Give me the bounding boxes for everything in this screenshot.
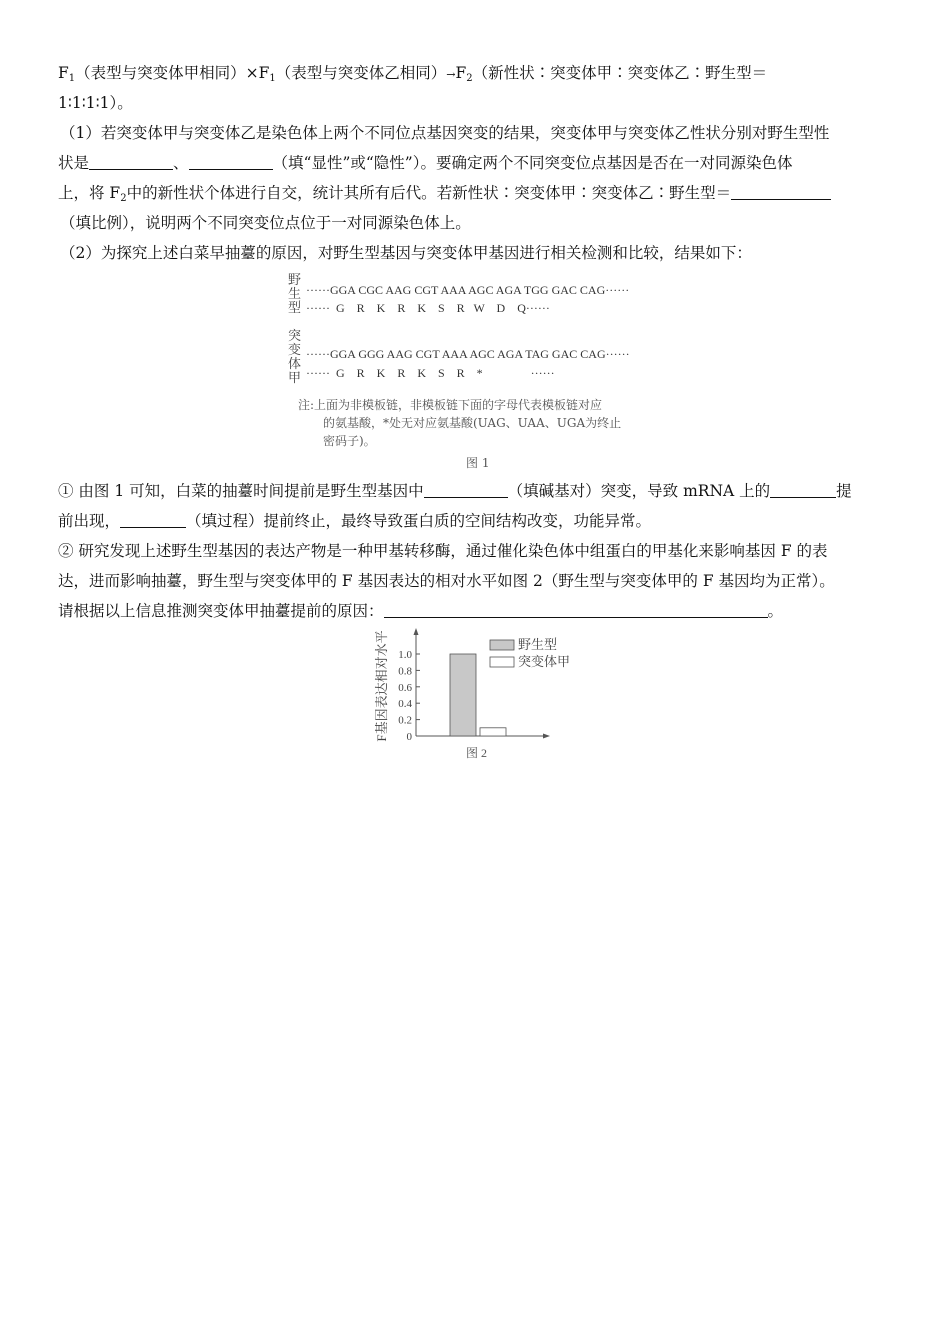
s1-line-2: 前出现， （填过程）提前终止，最终导致蛋白质的空间结构改变，功能异常。 — [58, 512, 652, 530]
y-tick-label: 0.2 — [398, 714, 412, 727]
x-axis-arrow — [543, 734, 550, 739]
legend-label-mutant: 突变体甲 — [518, 654, 571, 669]
q2-line-1: （2）为探究上述白菜早抽薹的原因，对野生型基因与突变体甲基因进行相关检测和比较，结果如下： — [60, 244, 752, 262]
bar-mutant — [480, 728, 506, 736]
cross-line-1: $F_1$（表型与突变体甲相同）$\times F_1$（表型与突变体乙相同）$\to F_2$（新性状∶突变体甲∶突变体乙∶野生型＝ — [58, 64, 768, 84]
legend-swatch-wild-type — [490, 640, 514, 650]
legend-swatch-mutant — [490, 657, 514, 667]
figure-1-note: 注:上面为非模板链，非模板链下面的字母代表模板链对应 的氨基酸，*处无对应氨基酸(UAG、UAA、UGA为终止 密码子)。 — [298, 398, 622, 448]
y-tick-label: 1.0 — [398, 649, 412, 661]
s1-blank-1[interactable] — [424, 482, 508, 498]
q1-blank-3[interactable] — [731, 184, 831, 200]
figure-2-chart — [370, 624, 590, 764]
cross-line-2: 1∶1∶1∶1）。 — [58, 94, 133, 112]
y-tick-label: 0.8 — [398, 665, 412, 678]
y-axis-label: F基因表达相对水平 — [374, 630, 389, 742]
bar-wild-type — [450, 654, 476, 736]
mutant-sequence: ······GGA GGG AAG CGT AAA AGC AGA TAG GAC CAG······ — [306, 347, 630, 361]
q1-line-4: （填比例），说明两个不同突变位点位于一对同源染色体上。 — [60, 214, 471, 232]
s2-line-3: 请根据以上信息推测突变体甲抽薹提前的原因： 。 — [58, 602, 784, 620]
wild-type-label: 野 生 型 — [288, 273, 302, 316]
y-tick-label: 0.4 — [398, 698, 412, 711]
q1-line-3: 上，将 $F_2$中的新性状个体进行自交，统计其所有后代。若新性状∶突变体甲∶突变体乙∶野生型＝ — [58, 182, 831, 210]
s1-blank-2[interactable] — [770, 482, 836, 498]
wild-type-sequence: ······GGA CGC AAG CGT AAA AGC AGA TGG GAC CAG······ — [306, 283, 630, 297]
figure-2-caption: 图 2 — [466, 746, 488, 760]
wild-type-amino-acids: ······ G R K R K S R W D Q······ — [306, 301, 550, 315]
q1-blank-1[interactable] — [89, 154, 173, 170]
s2-line-1: ② 研究发现上述野生型基因的表达产物是一种甲基转移酶，通过催化染色体中组蛋白的甲基化来影响基因 F 的表 — [58, 542, 828, 560]
y-axis-arrow — [414, 628, 419, 635]
s1-blank-3[interactable] — [120, 512, 186, 528]
y-tick-label: 0.6 — [398, 681, 412, 694]
legend-label-wild-type: 野生型 — [518, 637, 558, 652]
s2-blank-1[interactable] — [384, 602, 768, 618]
mutant-amino-acids: ······ G R K R K S R * ······ — [306, 366, 555, 380]
s1-line-1: ① 由图 1 可知，白菜的抽薹时间提前是野生型基因中 （填碱基对）突变，导致 mRNA 上的 提 — [58, 482, 852, 500]
q1-line-2: 状是 、 （填“显性”或“隐性”）。要确定两个不同突变位点基因是否在一对同源染色体 — [58, 154, 793, 172]
mutant-label: 突 变 体 甲 — [288, 329, 302, 386]
q1-line-1: （1）若突变体甲与突变体乙是染色体上两个不同位点基因突变的结果，突变体甲与突变体乙性状分别对野生型性 — [60, 124, 830, 142]
y-tick-label: 0 — [406, 731, 412, 743]
figure-1-caption: 图 1 — [466, 456, 490, 470]
q1-blank-2[interactable] — [189, 154, 273, 170]
s2-line-2: 达，进而影响抽薹，野生型与突变体甲的 F 基因表达的相对水平如图 2（野生型与突变体甲的 F 基因均为正常）。 — [58, 572, 835, 590]
